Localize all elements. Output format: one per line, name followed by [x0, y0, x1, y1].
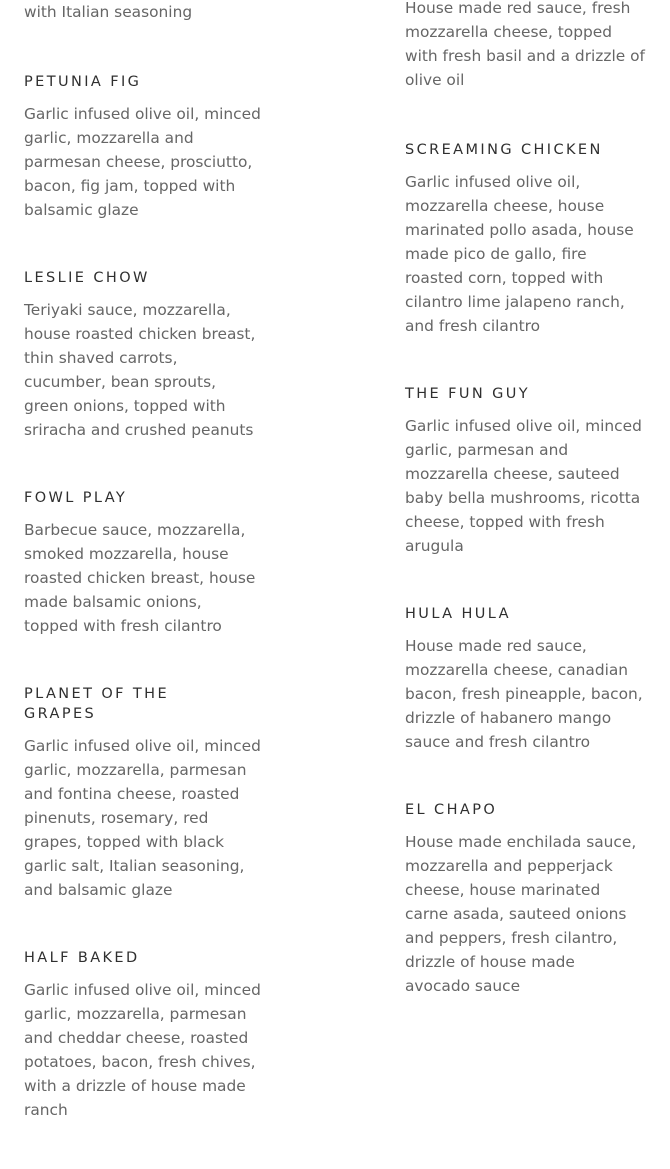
menu-item-description: Teriyaki sauce, mozzarella, house roasted chicken breast, thin shaved carrots, cucumber, bean sprouts, green onions, topped with sriracha and crushed peanuts: [24, 301, 256, 439]
menu-item-name: PLANET OF THE GRAPES: [24, 686, 170, 722]
menu-item-description: Barbecue sauce, mozzarella, smoked mozzarella, house roasted chicken breast, house made balsamic onions, topped with fresh cilantro: [24, 521, 256, 635]
menu-item-description: House made red sauce, mozzarella cheese, canadian bacon, fresh pineapple, bacon, drizzle of habanero mango sauce and fresh cilantro: [405, 637, 643, 751]
menu-item-description: Garlic infused olive oil, minced garlic, parmesan and mozzarella cheese, sauteed baby bella mushrooms, ricotta cheese, topped with fresh arugula: [405, 417, 642, 555]
menu-item-name: HALF BAKED: [24, 950, 140, 966]
menu-item-description-fragment: with Italian seasoning: [24, 3, 193, 21]
menu-item-description: House made enchilada sauce, mozzarella and pepperjack cheese, house marinated carne asada, sauteed onions and peppers, fresh cilantro, drizzle of house made avocado sauce: [405, 833, 637, 995]
menu-item-name: FOWL PLAY: [24, 490, 128, 506]
menu-item-half-baked: [24, 948, 261, 1122]
menu-item-name: SCREAMING CHICKEN: [405, 142, 603, 158]
menu-item-petunia-fig: [24, 72, 261, 222]
menu-item-el-chapo: [405, 800, 636, 998]
menu-item-fowl-play: [24, 488, 255, 638]
menu-item-leslie-chow: [24, 268, 255, 442]
menu-item-description: Garlic infused olive oil, minced garlic, mozzarella, parmesan and fontina cheese, roasted pinenuts, rosemary, red grapes, topped with black garlic salt, Italian seasoning, and balsamic glaze: [24, 737, 261, 899]
menu-item-the-fun-guy: [405, 384, 642, 558]
menu-item-name: HULA HULA: [405, 606, 511, 622]
menu-item-planet-of-the-grapes: [24, 684, 261, 902]
menu-item-description-fragment: House made red sauce, fresh mozzarella cheese, topped with fresh basil and a drizzle of olive oil: [405, 0, 645, 89]
menu-item-description: Garlic infused olive oil, mozzarella cheese, house marinated pollo asada, house made pico de gallo, fire roasted corn, topped with cilantro lime jalapeno ranch, and fresh cilantro: [405, 173, 634, 335]
menu-item-hula-hula: [405, 604, 643, 754]
menu-item-name: THE FUN GUY: [405, 386, 531, 402]
menu-item-name: LESLIE CHOW: [24, 270, 150, 286]
menu-item-description: Garlic infused olive oil, minced garlic, mozzarella and parmesan cheese, prosciutto, bacon, fig jam, topped with balsamic glaze: [24, 105, 261, 219]
menu-item-name: PETUNIA FIG: [24, 74, 142, 90]
menu-item-screaming-chicken: [405, 140, 634, 338]
menu-item-name: EL CHAPO: [405, 802, 498, 818]
menu-item-description: Garlic infused olive oil, minced garlic, mozzarella, parmesan and cheddar cheese, roasted potatoes, bacon, fresh chives, with a drizzle of house made ranch: [24, 981, 261, 1119]
